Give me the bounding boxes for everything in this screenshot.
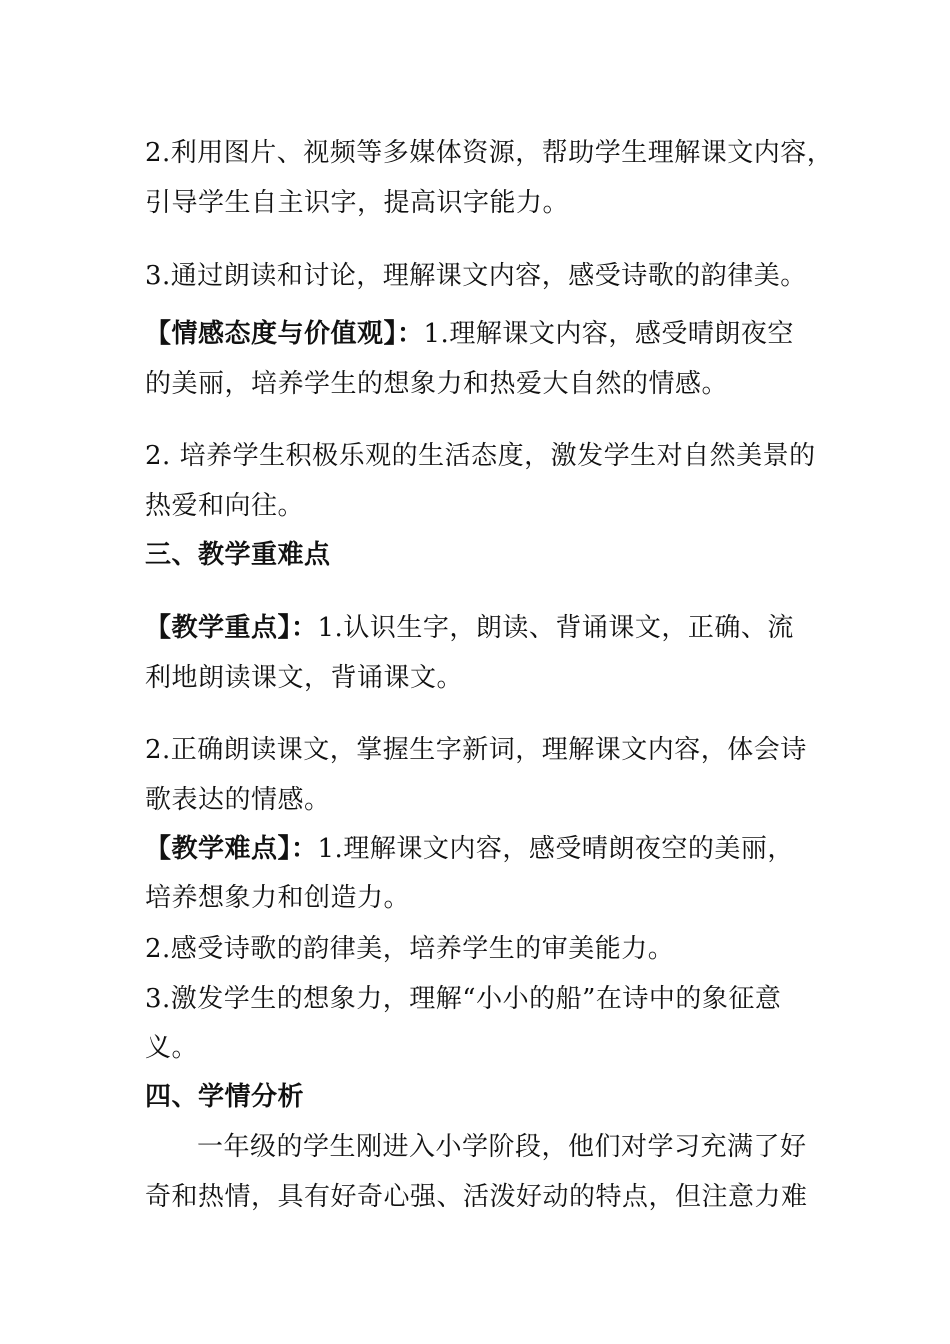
difficult-item-1-text: 1.理解课文内容，感受晴朗夜空的美丽， (317, 834, 794, 864)
emotion-item-1-line-2: 的美丽，培养学生的想象力和热爱大自然的情感。 (145, 369, 729, 399)
key-item-2-line-1: 2.正确朗读课文，掌握生字新词，理解课文内容，体会诗 (145, 735, 807, 765)
objective-item-3: 3.通过朗读和讨论，理解课文内容，感受诗歌的韵律美。 (145, 261, 807, 291)
key-point-line-1 (145, 611, 815, 645)
section-3-heading: 三、教学重难点 (145, 540, 331, 570)
difficult-item-2: 2.感受诗歌的韵律美，培养学生的审美能力。 (145, 934, 675, 964)
learner-analysis-line-2: 奇和热情，具有好奇心强、活泼好动的特点，但注意力难 (145, 1182, 808, 1212)
emotion-item-2-line-2: 热爱和向往。 (145, 491, 305, 521)
emotion-objective-label: 【情感态度与价值观】： (145, 319, 424, 349)
key-point-label: 【教学重点】： (145, 613, 318, 643)
objective-item-2-line-2: 引导学生自主识字，提高识字能力。 (145, 188, 570, 218)
difficult-point-line-1 (145, 832, 815, 866)
emotion-item-1-text: 1.理解课文内容，感受晴朗夜空 (423, 319, 794, 349)
key-item-2-line-2: 歌表达的情感。 (145, 785, 331, 815)
emotion-item-2-line-1: 2. 培养学生积极乐观的生活态度，激发学生对自然美景的 (145, 441, 816, 471)
difficult-item-1-line-2: 培养想象力和创造力。 (145, 883, 411, 913)
key-item-1-text: 1.认识生字，朗读、背诵课文，正确、流 (317, 613, 794, 643)
difficult-point-label: 【教学难点】： (145, 834, 318, 864)
difficult-item-3-line-2: 义。 (145, 1033, 199, 1063)
section-4-heading: 四、学情分析 (145, 1082, 305, 1112)
difficult-item-3-line-1: 3.激发学生的想象力，理解“小小的船”在诗中的象征意 (145, 984, 782, 1014)
learner-analysis-line-1: 一年级的学生刚进入小学阶段，他们对学习充满了好 (197, 1132, 807, 1162)
emotion-objective-line-1 (145, 317, 815, 351)
key-item-1-line-2: 利地朗读课文，背诵课文。 (145, 663, 464, 693)
objective-item-2-line-1: 2.利用图片、视频等多媒体资源，帮助学生理解课文内容， (145, 138, 834, 168)
